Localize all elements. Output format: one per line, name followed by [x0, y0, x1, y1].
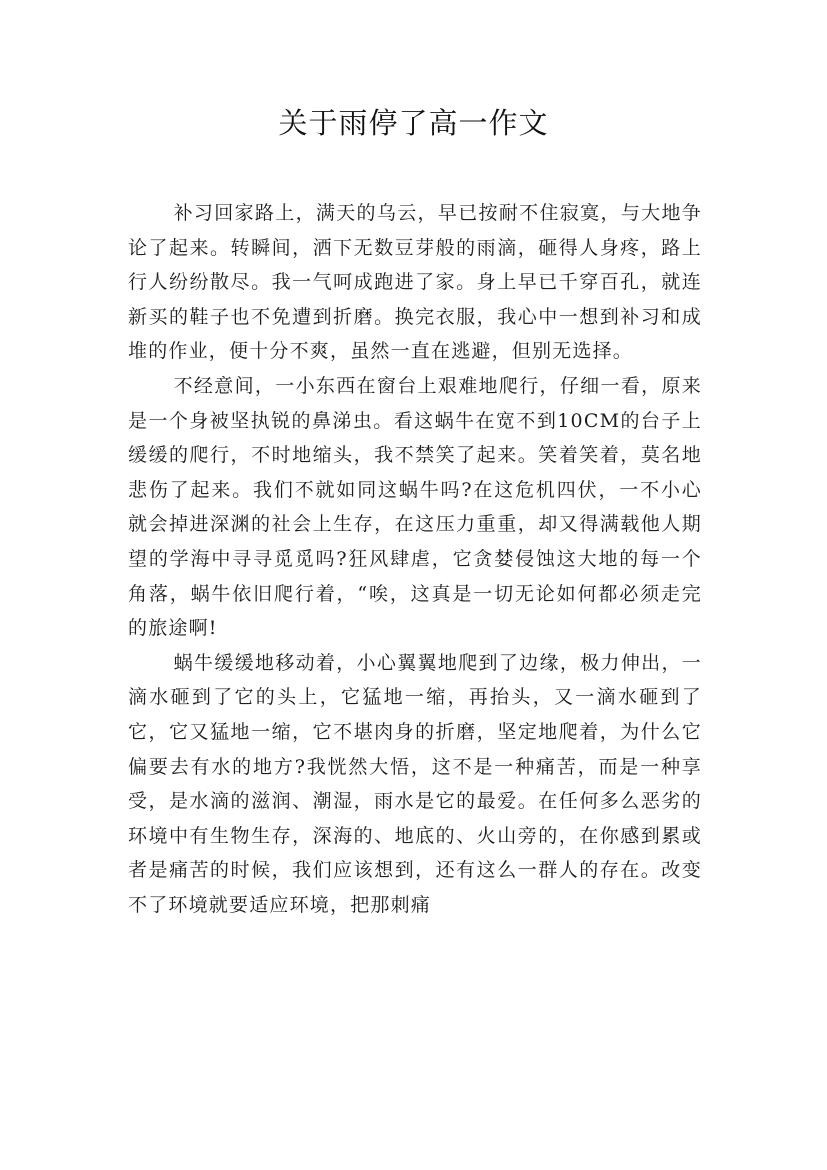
document-body — [128, 196, 702, 922]
document-title: 关于雨停了高一作文 — [278, 106, 549, 140]
paragraph-1: 补习回家路上，满天的乌云，早已按耐不住寂寞，与大地争论了起来。转瞬间，洒下无数豆芽般的雨滴，砸得人身疼，路上行人纷纷散尽。我一气呵成跑进了家。身上早已千穿百孔，就连新买的鞋子也不免遭到折磨。换完衣服，我心中一想到补习和成堆的作业，便十分不爽，虽然一直在逃避，但别无选择。 — [128, 202, 702, 363]
paragraph-2: 不经意间，一小东西在窗台上艰难地爬行，仔细一看，原来是一个身被坚执锐的鼻涕虫。看这蜗牛在宽不到10CM的台子上缓缓的爬行，不时地缩头，我不禁笑了起来。笑着笑着，莫名地悲伤了起来。我们不就如同这蜗牛吗?在这危机四伏，一不小心就会掉进深渊的社会上生存，在这压力重重，却又得满载他人期望的学海中寻寻觅觅吗?狂风肆虐，它贪婪侵蚀这大地的每一个角落，蜗牛依旧爬行着，“唉，这真是一切无论如何都必须走完的旅途啊! — [128, 374, 702, 640]
paragraph-3: 蜗牛缓缓地移动着，小心翼翼地爬到了边缘，极力伸出，一滴水砸到了它的头上，它猛地一缩，再抬头，又一滴水砸到了它，它又猛地一缩，它不堪肉身的折磨，坚定地爬着，为什么它偏要去有水的地方?我恍然大悟，这不是一种痛苦，而是一种享受，是水滴的滋润、潮湿，雨水是它的最爱。在任何多么恶劣的环境中有生物生存，深海的、地底的、火山旁的，在你感到累或者是痛苦的时候，我们应该想到，还有这么一群人的存在。改变不了环境就要适应环境，把那刺痛 — [128, 651, 702, 916]
